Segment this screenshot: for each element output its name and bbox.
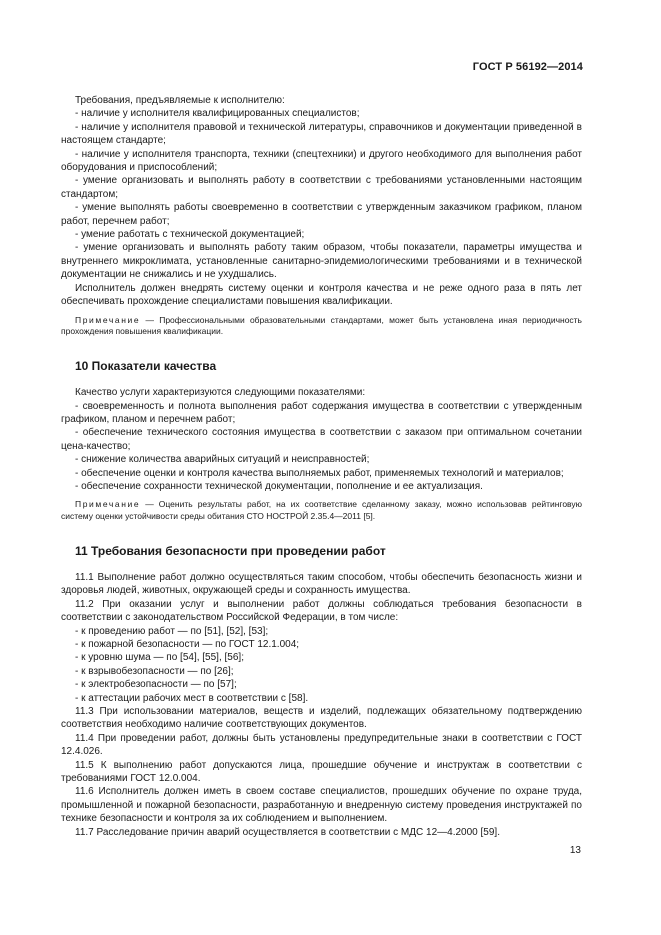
paragraph: Исполнитель должен внедрять систему оценки и контроля качества и не реже одного раза в пять лет обеспечивать прохождение специалистами повышения квалификации. [61, 282, 582, 308]
list-item: - умение работать с технической документацией; [75, 229, 305, 241]
document-body [61, 94, 582, 839]
paragraph: 11.7 Расследование причин аварий осуществляется в соответствии с МДС 12—4.2000 [59]. [75, 826, 500, 838]
paragraph: 11.6 Исполнитель должен иметь в своем составе специалистов, прошедших обучение по охране труда, промышленной и пожарной безопасности, разработанную и внедренную систему проведения инструктажей по технике безопасности и контроля за их соблюдением и выполнением. [61, 786, 582, 825]
list-item: - обеспечение сохранности технической документации, пополнение и ее актуализация. [75, 480, 483, 492]
paragraph: Качество услуги характеризуются следующими показателями: [75, 387, 366, 399]
list-item: - умение организовать и выполнять работу таким образом, чтобы показатели, параметры имущества и внутреннего микроклимата, установленные санитарно-эпидемиологическими требованиями и в технической документации не снижались и не ухудшались. [61, 242, 582, 281]
note [61, 315, 582, 338]
list-item: - к электробезопасности — по [57]; [75, 679, 237, 691]
paragraph: 11.3 При использовании материалов, веществ и изделий, подлежащих обязательному подтверждению соответствия необходимо наличие соответствующих документов. [61, 706, 582, 731]
paragraph: 11.5 К выполнению работ допускаются лица, прошедшие обучение и инструктаж в соответствии с требованиями ГОСТ 12.0.004. [61, 759, 582, 785]
list-item: - умение выполнять работы своевременно в соответствии с утвержденным заказчиком графиком, планом работ, перечнем работ; [61, 202, 582, 227]
list-item: - своевременность и полнота выполнения работ содержания имущества в соответствии с утвержденным графиком, планом и перечнем работ; [61, 400, 582, 425]
note [61, 499, 582, 522]
list-item: - наличие у исполнителя квалифицированных специалистов; [75, 108, 360, 120]
section-heading-10: 10 Показатели качества [75, 358, 217, 373]
list-item: - наличие у исполнителя транспорта, техники (спецтехники) и другого необходимого для выполнения работ оборудования и приспособлений; [61, 148, 582, 174]
paragraph: Требования, предъявляемые к исполнителю: [75, 95, 285, 106]
note-label: Примечание [75, 314, 141, 325]
section-heading-11: 11 Требования безопасности при проведении работ [75, 543, 386, 558]
list-item: - к аттестации рабочих мест в соответствии с [58]. [75, 692, 309, 704]
note-text: — Профессиональными образовательными стандартами, может быть установлена иная периодичность прохождения повышения квалификации. [61, 314, 582, 337]
list-item: - снижение количества аварийных ситуаций и неисправностей; [75, 454, 370, 466]
paragraph: 11.4 При проведении работ, должны быть установлены предупредительные знаки в соответствии с ГОСТ 12.4.026. [61, 732, 582, 758]
paragraph: 11.2 При оказании услуг и выполнении работ должны соблюдаться требования безопасности в соответствии с законодательством Российской Федерации, в том числе: [61, 598, 582, 624]
list-item: - к пожарной безопасности — по ГОСТ 12.1.004; [75, 638, 300, 650]
document-standard-code: ГОСТ Р 56192—2014 [472, 61, 583, 73]
note-text: — Оценить результаты работ, на их соответствие сделанному заказу, можно использовав рейтинговую систему оценки устойчивости среды обитания СТО НОСТРОЙ 2.35.4—2011 [5]. [61, 499, 582, 521]
list-item: - к взрывобезопасности — по [26]; [75, 665, 234, 677]
list-item: - обеспечение оценки и контроля качества выполняемых работ, применяемых технологий и материалов; [75, 467, 564, 479]
note-label: Примечание [75, 499, 141, 510]
paragraph: 11.1 Выполнение работ должно осуществляться таким способом, чтобы обеспечить безопасность жизни и здоровья людей, животных, окружающей среды и сохранность имущества. [61, 571, 582, 597]
list-item: - обеспечение технического состояния имущества в соответствии с заказом при оптимальном сочетании цена-качество; [61, 427, 582, 452]
list-item: - к уровню шума — по [54], [55], [56]; [75, 652, 244, 664]
list-item: - к проведению работ — по [51], [52], [53]; [75, 625, 269, 637]
list-item: - наличие у исполнителя правовой и технической литературы, справочников и документации приведенной в настоящем стандарте; [61, 121, 582, 147]
page-number: 13 [569, 845, 581, 856]
list-item: - умение организовать и выполнять работу в соответствии с требованиями установленными настоящим стандартом; [61, 175, 582, 200]
